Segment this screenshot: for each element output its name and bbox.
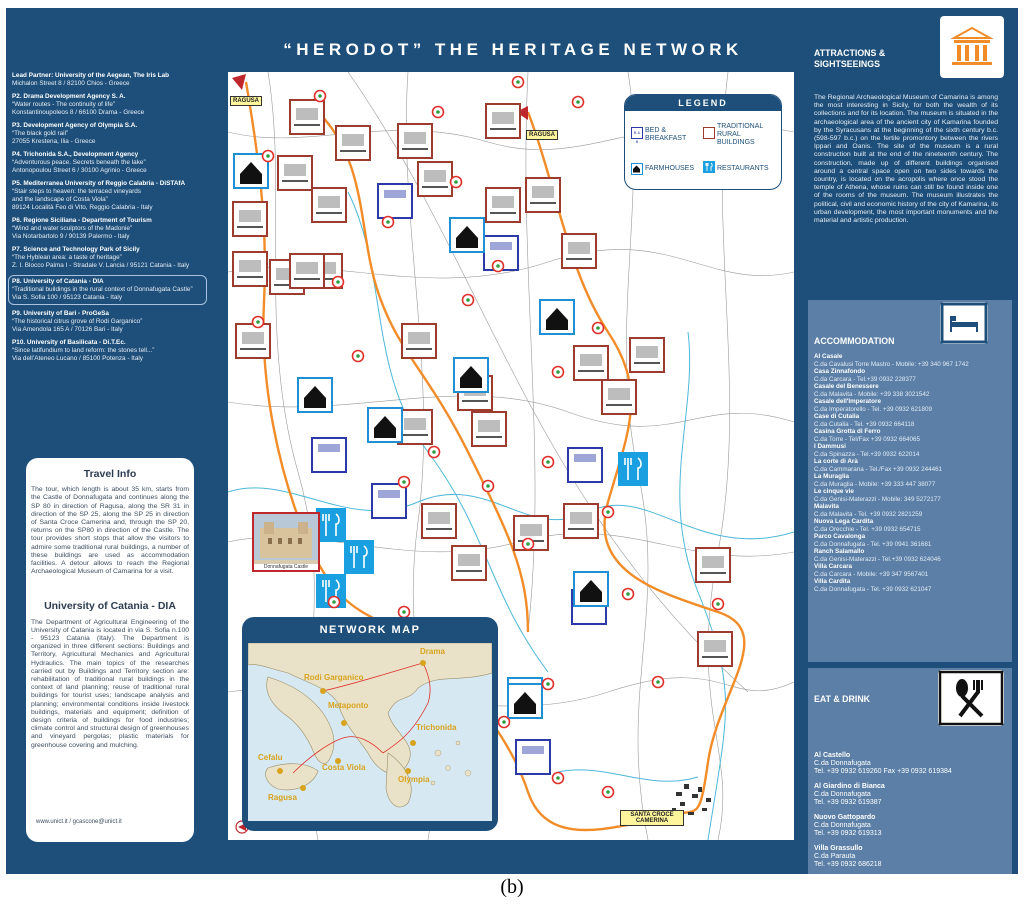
stop-marker-icon: [451, 177, 462, 188]
rural-building-icon: [696, 548, 730, 582]
stop-marker-icon: [543, 457, 554, 468]
rural-building-icon: [312, 188, 346, 222]
rural-building-icon: [398, 410, 432, 444]
accommodation-name: Casale del Benessere: [814, 383, 879, 390]
travel-info-card: [26, 458, 194, 842]
label-santa-croce: SANTA CROCE CAMERINA: [620, 810, 684, 826]
partner-item: [12, 151, 207, 175]
partner-item: [12, 217, 207, 241]
rural-building-icon: [486, 188, 520, 222]
university-website: www.unict.it / gcascone@unict.it: [36, 818, 122, 825]
restaurant-name: Nuovo Gattopardo: [814, 814, 876, 821]
stop-marker-icon: [353, 351, 364, 362]
stop-marker-icon: [553, 367, 564, 378]
restaurant-name: Al Castello: [814, 752, 851, 759]
accommodation-name: Villa Carcara: [814, 563, 853, 570]
accommodation-name: Malavita: [814, 503, 839, 510]
accommodation-detail: C.da Carcara - Tel.+39 0932 228377: [814, 375, 916, 383]
attractions-text: The Regional Archaeological Museum of Camarina is among the most interesting in Sicily, for both the wealth of its collections and for its location. The museum is situated in the archaeological area of the ancient city of Kamarina founded by the Syracusans at the beginning of the sixth century b.c. (598-597 b.c.) on the fertile promontory between the rivers Ippari and Oanis. The site of the museum is a rural construction built at the end of the nineteenth century. The construction, made up of different buildings organised around a central space open on two sides towards the country, is located on the acropolis where once stood the temple of Athena, whose ruins can still be found inside one of the rooms of the museum. The museum illustrates the political, civil and economic history of the city of Kamarina, its urban development, the most important monuments and the material and artistic production.: [814, 94, 998, 225]
partner-item: [8, 275, 207, 305]
accommodation-detail: C.da Cammarana - Tel./Fax +39 0932 244461: [814, 465, 943, 473]
restaurant-icon: [316, 508, 346, 542]
accommodation-name: Casina Grotta di Ferro: [814, 428, 881, 435]
rural-building-icon: [233, 202, 267, 236]
stop-marker-icon: [593, 323, 604, 334]
rural-building-icon: [398, 124, 432, 158]
travel-info-text: The tour, which length is about 35 km, starts from the Castle of Donnafugata and continues along the SP 80 in direction of Ragusa, along the SR 31 in direction of the SP 25, along the SP 25 in direction of Santa Croce Camerina and, through the SP 20, returns on the SP80 in direction of the Castle. The tour provides short stops that allow the visitors to admire some traditional rural buildings, a number of these buildings are used as accommodation facilities. A detour allows to reach the Regional Archaeological Museum of Camarina for a visit.: [31, 486, 189, 576]
route-map: [228, 72, 794, 840]
bnb-icon: [372, 484, 406, 518]
accommodation-detail: C.da Cutalia - Tel. +39 0932 664118: [814, 420, 915, 428]
partner-name: P5. Mediterranea University of Reggio Calabria - DiSTAfA: [12, 180, 186, 187]
farmhouse-icon: [454, 358, 488, 392]
accommodation-detail: C.da Cavalusi Torre Mastro - Mobile: +39 340 967 1742: [814, 360, 969, 368]
partner-detail: Michalon Street 8 / 82100 Chios - Greece: [12, 80, 130, 87]
partner-name: P4. Trichonida S.A., Development Agency: [12, 151, 139, 158]
travel-info-heading: Travel Info: [83, 468, 137, 480]
rural-building-icon: [336, 126, 370, 160]
restaurant-detail: C.da Parauta: [814, 853, 856, 860]
bed-icon: [940, 302, 988, 344]
stop-marker-icon: [653, 677, 664, 688]
bnb-icon: [312, 438, 346, 472]
accommodation-detail: C.da Donnafugata - Tel. +39 0941 361681: [814, 540, 932, 548]
accommodation-name: Villa Cardita: [814, 578, 851, 585]
partner-item: [12, 122, 207, 146]
rural-building-icon: [418, 162, 452, 196]
restaurant-name: Villa Grassullo: [814, 845, 863, 852]
partner-detail: Via Notarbartolo 9 / 90139 Palermo - Italy: [12, 233, 130, 240]
rural-building-icon: [574, 346, 608, 380]
stop-marker-icon: [315, 91, 326, 102]
legend-heading: LEGEND: [625, 95, 781, 111]
rural-building-icon: [402, 324, 436, 358]
rural-building-legend-icon: [703, 127, 715, 139]
accommodation-detail: C.da Malavita - Mobile: +39 338 3021542: [814, 390, 930, 398]
legend-farm-label: FARMHOUSES: [645, 165, 695, 172]
accommodation-name: Ranch Salamallo: [814, 548, 865, 555]
stop-marker-icon: [493, 261, 504, 272]
stop-marker-icon: [333, 277, 344, 288]
stop-marker-icon: [713, 599, 724, 610]
farmhouse-icon: [574, 572, 608, 606]
farmhouse-icon: [508, 684, 542, 718]
restaurant-detail: Tel. +39 0932 619313: [814, 830, 882, 837]
restaurant-icon: [344, 540, 374, 574]
fork-knife-icon: [938, 670, 1004, 726]
restaurant-detail: Tel. +39 0932 686218: [814, 861, 882, 868]
rural-building-icon: [602, 380, 636, 414]
poster-title: “HERODOT” THE HERITAGE NETWORK: [283, 40, 743, 59]
stop-marker-icon: [399, 477, 410, 488]
accommodation-detail: C.da Muraglia - Mobile: +39 333 447 38077: [814, 480, 936, 488]
partner-detail: Konstantinoupoleos 8 / 66100 Drama - Greece: [12, 109, 145, 116]
stop-marker-icon: [523, 539, 534, 550]
rural-building-icon: [236, 324, 270, 358]
stop-marker-icon: [253, 317, 264, 328]
farmhouse-icon: [368, 408, 402, 442]
partner-name: P8. University of Catania - DIA: [12, 278, 104, 285]
farmhouse-icon: [540, 300, 574, 334]
partner-detail: “Stair steps to heaven: the terraced vineyards: [12, 188, 141, 195]
restaurant-legend-icon: [703, 161, 715, 173]
partner-detail: Via S. Sofia 100 / 95123 Catania - Italy: [12, 294, 123, 301]
stop-marker-icon: [433, 107, 444, 118]
stop-marker-icon: [603, 507, 614, 518]
stop-marker-icon: [429, 447, 440, 458]
accommodation-name: Parco Cavalonga: [814, 533, 866, 540]
rural-building-icon: [526, 178, 560, 212]
partner-item: [12, 72, 207, 88]
figure-caption: (b): [500, 876, 524, 898]
accommodation-name: Al Casale: [814, 353, 843, 360]
stop-marker-icon: [623, 589, 634, 600]
rural-building-icon: [486, 104, 520, 138]
partner-detail: “Adventurous peace. Secrets beneath the lake”: [12, 159, 146, 166]
stop-marker-icon: [329, 597, 340, 608]
accommodation-detail: C.da Donnafugata - Tel. +39 0932 621047: [814, 585, 932, 593]
accommodation-detail: C.da Torre - Tel/Fax +39 0932 664065: [814, 435, 921, 443]
partner-detail: 27055 Krestena, Ilia - Greece: [12, 138, 96, 145]
accommodation-detail: C.da Malavita - Tel. +39 0932 2821259: [814, 510, 923, 518]
accommodation-detail: C.da Imperatorello - Tel. +39 0932 621809: [814, 405, 933, 413]
partner-detail: “The black gold rail”: [12, 130, 69, 137]
accommodation-detail: C.da Carcara - Mobile: +39 347 9567401: [814, 570, 929, 578]
restaurant-detail: Tel. +39 0932 619387: [814, 799, 882, 806]
map-legend: [624, 94, 782, 190]
partner-item: [12, 180, 207, 212]
label-olympia: Olympia: [398, 775, 430, 784]
restaurant-detail: Tel. +39 0932 619260 Fax +39 0932 619384: [814, 768, 952, 775]
partner-item: [12, 246, 207, 270]
university-heading: University of Catania - DIA: [44, 600, 176, 613]
label-ragusa-network: Ragusa: [268, 793, 297, 802]
partner-detail: “The Hyblean area: a taste of heritage”: [12, 254, 122, 261]
partner-detail: “Water routes - The continuity of life”: [12, 101, 115, 108]
stop-marker-icon: [513, 77, 524, 88]
restaurant-detail: C.da Donnafugata: [814, 822, 871, 829]
partner-list: [12, 72, 207, 368]
stop-marker-icon: [263, 151, 274, 162]
university-text: The Department of Agricultural Engineering of the University of Catania is located in via S. Sofia n.100 - 95123 Catania (Italy). The Department is organized in three different sections: Buildings and Territory, Agricultural Mechanics and Agricultural Hydraulics. The main topics of the researches carried out by Buildings and Territory section are: rehabilitation of traditional rural buildings in the context of land planning; reuse of traditional rural buildings for tourist uses; landscape analysis and planning; environmental conditions inside livestock buildings, materials and equipment; definition of design criteria of buildings for food industries; climate control and structural design of greenhouses and vineyard pergolas; plastic materials for greenhouse covering and mulching.: [31, 618, 189, 749]
accommodation-detail: C.da Genisi-Materazzi - Tel.+39 0932 624046: [814, 555, 941, 563]
partner-name: P2. Drama Development Agency S. A.: [12, 93, 126, 100]
accommodation-heading: ACCOMMODATION: [814, 336, 895, 346]
label-ragusa-west: RAGUSA: [230, 96, 262, 106]
stop-marker-icon: [383, 217, 394, 228]
rural-building-icon: [290, 100, 324, 134]
partner-detail: Via dell’Ateneo Lucano / 85100 Potenza - Italy: [12, 355, 143, 362]
accommodation-list: [814, 353, 1004, 593]
partner-name: P3. Development Agency of Olympia S.A.: [12, 122, 138, 129]
eat-drink-heading: EAT & DRINK: [814, 694, 871, 704]
accommodation-name: La Muraglia: [814, 473, 849, 480]
restaurant-item: [814, 814, 1004, 838]
stop-marker-icon: [543, 679, 554, 690]
accommodation-name: Casale dell'Imperatore: [814, 398, 881, 405]
restaurant-detail: C.da Donnafugata: [814, 760, 871, 767]
partner-detail: Via Amendola 165 A / 70126 Bari - Italy: [12, 326, 123, 333]
partner-item: [12, 310, 207, 334]
partner-detail: and the landscape of Costa Viola”: [12, 196, 108, 203]
bnb-icon: [568, 448, 602, 482]
rural-building-icon: [278, 156, 312, 190]
castle-icon: [254, 514, 318, 560]
partner-detail: “Wind and water sculptors of the Madonie”: [12, 225, 133, 232]
label-metaponto: Metaponto: [328, 701, 369, 710]
network-map-heading: NETWORK MAP: [319, 624, 421, 636]
partner-name: P10. University of Basilicata - Di.T.Ec.: [12, 339, 126, 346]
label-cefalu: Cefalu: [258, 753, 283, 762]
restaurant-icon: [618, 452, 648, 486]
partner-detail: Z. I. Blocco Palma I - Stradale V. Lancia / 95121 Catania - Italy: [12, 262, 190, 269]
accommodation-detail: C.da Orecchie - Tel. +39 0932 654715: [814, 525, 921, 533]
partner-detail: “Traditional buildings in the rural context of Donnafugata Castle”: [12, 286, 193, 293]
partner-item: [12, 339, 207, 363]
rural-building-icon: [422, 504, 456, 538]
bnb-legend-icon: B & B: [631, 127, 643, 139]
label-ragusa-east: RAGUSA: [526, 130, 558, 140]
partner-name: Lead Partner: University of the Aegean, The Iris Lab: [12, 72, 170, 79]
label-rodi-garganico: Rodi Garganico: [304, 673, 364, 682]
stop-marker-icon: [399, 607, 410, 618]
partner-name: P7. Science and Technology Park of Sicily: [12, 246, 140, 253]
restaurant-item: [814, 752, 1004, 776]
accommodation-icon-box: [940, 302, 988, 344]
stop-marker-icon: [573, 97, 584, 108]
stop-marker-icon: [499, 717, 510, 728]
accommodation-name: Le cinque vie: [814, 488, 854, 495]
rural-building-icon: [290, 254, 324, 288]
accommodation-name: Casa Zinnafondo: [814, 368, 866, 375]
partner-name: P6. Regione Siciliana - Department of Tourism: [12, 217, 152, 224]
farmhouse-icon: [450, 218, 484, 252]
rural-building-icon: [630, 338, 664, 372]
stop-marker-icon: [483, 481, 494, 492]
farmhouse-icon: [298, 378, 332, 412]
accommodation-detail: C.da Spinazza - Tel.+39 0932 622014: [814, 450, 920, 458]
restaurant-item: [814, 845, 1004, 869]
attractions-icon-box: [940, 16, 1004, 78]
partner-detail: Antonopoulou Street 6 / 30100 Agrinio - Greece: [12, 167, 147, 174]
arrow-to-ragusa-west: [232, 74, 246, 90]
restaurant-detail: C.da Donnafugata: [814, 791, 871, 798]
network-map-canvas: [248, 643, 492, 821]
stop-marker-icon: [553, 773, 564, 784]
accommodation-detail: C.da Genisi-Materazzi - Mobile: 349 5272177: [814, 495, 941, 503]
legend-restaurant-label: RESTAURANTS: [717, 165, 769, 172]
rural-building-icon: [233, 252, 267, 286]
partner-name: P9. University of Bari - ProGeSa: [12, 310, 109, 317]
legend-bnb-label: BED & BREAKFAST: [645, 127, 687, 142]
accommodation-name: I Dammusi: [814, 443, 846, 450]
network-map-inset: [242, 617, 498, 831]
rural-building-icon: [564, 504, 598, 538]
restaurant-item: [814, 783, 1004, 807]
label-drama: Drama: [420, 647, 445, 656]
accommodation-name: Case di Cutalia: [814, 413, 860, 420]
bnb-icon: [516, 740, 550, 774]
partner-detail: “Since latifundium to land reform: the stones tell...”: [12, 347, 155, 354]
donnafugata-castle-photo: [252, 512, 320, 572]
partner-detail: 89124 Località Feo di Vito, Reggio Calabria - Italy: [12, 204, 153, 211]
castle-caption: Donnafugata Castle: [254, 564, 318, 570]
eat-drink-list: [814, 752, 1004, 876]
rural-building-icon: [698, 632, 732, 666]
attractions-heading: ATTRACTIONS & SIGHTSEEINGS: [814, 48, 886, 69]
rural-building-icon: [452, 546, 486, 580]
stop-marker-icon: [603, 787, 614, 798]
eat-drink-icon-box: [938, 670, 1004, 726]
bnb-icon: [378, 184, 412, 218]
accommodation-name: Nuova Lega Cardita: [814, 518, 874, 525]
label-costa-viola: Costa Viola: [322, 763, 366, 772]
restaurant-name: Al Giardino di Bianca: [814, 783, 885, 790]
rural-building-icon: [472, 412, 506, 446]
museum-icon: [940, 16, 1004, 78]
partner-detail: “The historical citrus grove of Rodi Garganico”: [12, 318, 143, 325]
legend-rural-label: TRADITIONAL RURAL BUILDINGS: [717, 123, 764, 146]
rural-building-icon: [562, 234, 596, 268]
accommodation-name: La corte di Arà: [814, 458, 858, 465]
partner-item: [12, 93, 207, 117]
farmhouse-legend-icon: [631, 163, 643, 175]
stop-marker-icon: [463, 295, 474, 306]
label-trichonida: Trichonida: [416, 723, 457, 732]
